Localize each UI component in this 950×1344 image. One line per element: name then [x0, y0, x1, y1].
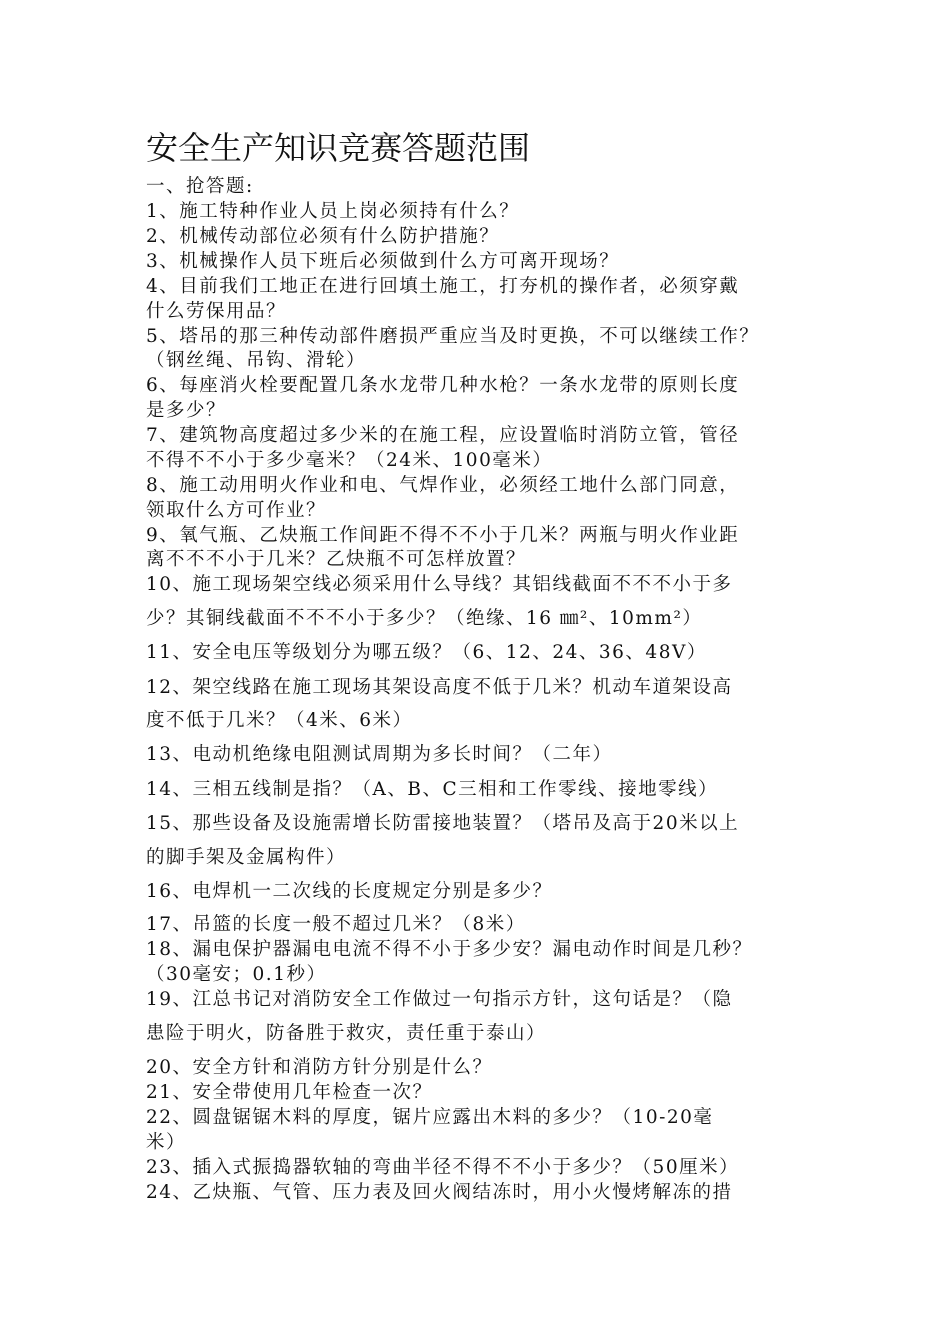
question-line: 3、机械操作人员下班后必须做到什么方可离开现场？: [146, 251, 620, 272]
question-line: 22、圆盘锯锯木料的厚度，锯片应露出木料的多少？（10-20毫: [146, 1107, 714, 1128]
question-line: 18、漏电保护器漏电电流不得不小于多少安？漏电动作时间是几秒？: [146, 939, 753, 960]
question-line: 15、那些设备及设施需增长防雷接地装置？（塔吊及高于20米以上: [146, 813, 740, 834]
question-line: 患险于明火，防备胜于救灾，责任重于泰山）: [146, 1023, 547, 1044]
question-line: 7、建筑物高度超过多少米的在施工程，应设置临时消防立管，管径: [146, 425, 740, 446]
question-line: 17、吊篮的长度一般不超过几米？（8米）: [146, 914, 526, 935]
question-line: （钢丝绳、吊钩、滑轮）: [146, 350, 367, 371]
question-line: 14、三相五线制是指？（A、B、C三相和工作零线、接地零线）: [146, 779, 719, 800]
question-line: 13、电动机绝缘电阻测试周期为多长时间？（二年）: [146, 744, 613, 765]
document-title: 安全生产知识竞赛答题范围: [146, 129, 531, 167]
question-line: 4、目前我们工地正在进行回填土施工，打夯机的操作者，必须穿戴: [146, 276, 740, 297]
question-line: 19、江总书记对消防安全工作做过一句指示方针，这句话是？（隐: [146, 989, 733, 1010]
question-line: 20、安全方针和消防方针分别是什么？: [146, 1057, 493, 1078]
question-line: 8、施工动用明火作业和电、气焊作业，必须经工地什么部门同意，: [146, 475, 740, 496]
question-line: 23、插入式振捣器软轴的弯曲半径不得不不小于多少？（50厘米）: [146, 1157, 740, 1178]
question-line: 24、乙炔瓶、气管、压力表及回火阀结冻时，用小火慢烤解冻的措: [146, 1182, 733, 1203]
question-line: （30毫安；0.1秒）: [146, 964, 327, 985]
question-line: 米）: [146, 1132, 187, 1153]
question-line: 什么劳保用品？: [146, 301, 287, 322]
question-line: 11、安全电压等级划分为哪五级？（6、12、24、36、48V）: [146, 642, 707, 663]
question-line: 16、电焊机一二次线的长度规定分别是多少？: [146, 881, 553, 902]
question-line: 度不低于几米？（4米、6米）: [146, 710, 413, 731]
question-line: 不得不不小于多少毫米？（24米、100毫米）: [146, 450, 553, 471]
question-line: 10、施工现场架空线必须采用什么导线？其铝线截面不不不小于多: [146, 574, 733, 595]
question-line: 5、塔吊的那三种传动部件磨损严重应当及时更换，不可以继续工作？: [146, 326, 760, 347]
question-line: 1、施工特种作业人员上岗必须持有什么？: [146, 201, 520, 222]
section-heading: 一、抢答题:: [146, 176, 254, 197]
question-line: 2、机械传动部位必须有什么防护措施？: [146, 226, 500, 247]
question-line: 离不不不小于几米？乙炔瓶不可怎样放置？: [146, 549, 527, 570]
question-line: 的脚手架及金属构件）: [146, 847, 347, 868]
question-line: 9、氧气瓶、乙炔瓶工作间距不得不不小于几米？两瓶与明火作业距: [146, 525, 740, 546]
question-line: 是多少？: [146, 400, 227, 421]
question-line: 少？其铜线截面不不不小于多少？（绝缘、16 ㎜²、10mm²）: [146, 608, 703, 629]
question-line: 21、安全带使用几年检查一次？: [146, 1082, 433, 1103]
question-line: 12、架空线路在施工现场其架设高度不低于几米？机动车道架设高: [146, 677, 733, 698]
question-line: 领取什么方可作业？: [146, 500, 327, 521]
question-line: 6、每座消火栓要配置几条水龙带几种水枪？一条水龙带的原则长度: [146, 375, 740, 396]
